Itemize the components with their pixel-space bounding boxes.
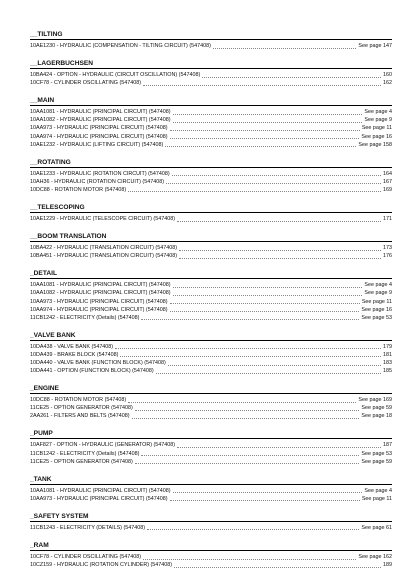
page-reference[interactable]: See page 16 bbox=[361, 306, 392, 313]
entry-title: 11CE25 - OPTION GENERATOR (547408) bbox=[30, 405, 133, 412]
section-rule bbox=[30, 550, 392, 551]
page-reference[interactable]: 179 bbox=[383, 343, 392, 350]
dot-leader bbox=[128, 398, 356, 403]
entry-title: 10BA451 - HYDRAULIC (TRANSLATION CIRCUIT) (547408) bbox=[30, 253, 177, 260]
page-reference[interactable]: 167 bbox=[383, 178, 392, 185]
page-reference[interactable]: 176 bbox=[383, 253, 392, 260]
section-heading: __ROTATING bbox=[30, 158, 71, 166]
index-entry[interactable] bbox=[30, 404, 392, 412]
entry-title: 10DA439 - BRAKE BLOCK (547408) bbox=[30, 351, 119, 358]
page-reference[interactable]: See page 53 bbox=[361, 450, 392, 457]
page-reference[interactable]: See page 11 bbox=[361, 298, 392, 305]
dot-leader bbox=[173, 488, 363, 493]
entry-title: 2AA261 - FILTERS AND BELTS (547408) bbox=[30, 413, 130, 420]
page-reference[interactable]: See page 4 bbox=[364, 487, 392, 494]
index-section bbox=[30, 60, 392, 87]
dot-leader bbox=[166, 179, 381, 184]
entry-title: 11CB1242 - ELECTRICITY (Details) (547408) bbox=[30, 450, 140, 457]
entry-title: 10BA424 - OPTION - HYDRAULIC (CIRCUIT OSCILLATION) (547408) bbox=[30, 72, 201, 79]
index-entry[interactable] bbox=[30, 441, 392, 449]
page-reference[interactable]: See page 9 bbox=[364, 290, 392, 297]
section-heading: __LAGERBUCHSEN bbox=[30, 60, 94, 68]
dot-leader bbox=[156, 369, 381, 374]
dot-leader bbox=[179, 254, 381, 259]
entry-title: 10AA1082 - HYDRAULIC (PRINCIPAL CIRCUIT) (547408) bbox=[30, 117, 171, 124]
page-reference[interactable]: 173 bbox=[383, 245, 392, 252]
index-entry[interactable] bbox=[30, 108, 392, 116]
page-reference[interactable]: 164 bbox=[383, 170, 392, 177]
entry-title: 10AA974 - HYDRAULIC (PRINCIPAL CIRCUIT) (547408) bbox=[30, 133, 168, 140]
index-section bbox=[30, 97, 392, 148]
dot-leader bbox=[173, 110, 363, 115]
page-reference[interactable]: 171 bbox=[383, 216, 392, 223]
section-heading: __MAIN bbox=[30, 97, 55, 105]
section-rule bbox=[30, 241, 392, 242]
section-heading: __BOOM TRANSLATION bbox=[30, 233, 107, 241]
index-section bbox=[30, 204, 392, 223]
index-entry[interactable] bbox=[30, 450, 392, 458]
index-entry[interactable] bbox=[30, 281, 392, 289]
dot-leader bbox=[132, 414, 360, 419]
index-entry[interactable] bbox=[30, 458, 392, 466]
page-reference[interactable]: See page 162 bbox=[358, 554, 392, 560]
dot-leader bbox=[177, 443, 381, 448]
page-reference[interactable]: 185 bbox=[383, 368, 392, 375]
entry-title: 10DC88 - ROTATION MOTOR (547408) bbox=[30, 186, 127, 193]
entry-title: 10AA973 - HYDRAULIC (PRINCIPAL CIRCUIT) (547408) bbox=[30, 298, 168, 305]
entry-title: 10AE1233 - HYDRAULIC (ROTATION CIRCUIT) (547408) bbox=[30, 170, 170, 177]
dot-leader bbox=[165, 142, 356, 147]
page-reference[interactable]: 183 bbox=[383, 359, 392, 366]
index-section bbox=[30, 233, 392, 260]
dot-leader bbox=[173, 118, 363, 123]
entry-title: 10DA441 - OPTION (FUNCTION BLOCK) (547408) bbox=[30, 368, 154, 375]
entry-title: 10AA1082 - HYDRAULIC (PRINCIPAL CIRCUIT) (547408) bbox=[30, 290, 171, 297]
section-rule bbox=[30, 39, 392, 40]
page-reference[interactable]: See page 9 bbox=[364, 117, 392, 124]
page-reference[interactable]: See page 18 bbox=[361, 413, 392, 420]
section-rule bbox=[30, 521, 392, 522]
index-entry[interactable] bbox=[30, 133, 392, 141]
section-rule bbox=[30, 393, 392, 394]
index-section bbox=[30, 332, 392, 375]
index-entry[interactable] bbox=[30, 215, 392, 223]
index-section bbox=[30, 31, 392, 50]
index-entry[interactable] bbox=[30, 186, 392, 194]
page-reference[interactable]: See page 158 bbox=[358, 141, 392, 148]
section-rule bbox=[30, 484, 392, 485]
entry-title: 10AA1081 - HYDRAULIC (PRINCIPAL CIRCUIT) (547408) bbox=[30, 487, 171, 494]
index-content bbox=[30, 31, 392, 579]
dot-leader bbox=[141, 315, 359, 320]
page-reference[interactable]: 187 bbox=[383, 442, 392, 449]
entry-title: 11CE25 - OPTION GENERATOR (547408) bbox=[30, 458, 133, 465]
index-entry[interactable] bbox=[30, 359, 392, 367]
entry-title: 10DC88 - ROTATION MOTOR (547408) bbox=[30, 397, 127, 404]
dot-leader bbox=[170, 126, 360, 131]
section-rule bbox=[30, 438, 392, 439]
section-rule bbox=[30, 212, 392, 213]
index-entry[interactable] bbox=[30, 178, 392, 186]
page-reference[interactable]: See page 4 bbox=[364, 282, 392, 289]
index-entry[interactable] bbox=[30, 561, 392, 569]
entry-title: 10BA422 - HYDRAULIC (TRANSLATION CIRCUIT) (547408) bbox=[30, 245, 177, 252]
entry-title: 10CF78 - CYLINDER OSCILLATING (547408) bbox=[30, 554, 142, 560]
section-heading: _TANK bbox=[30, 475, 52, 483]
page-reference[interactable]: 162 bbox=[383, 80, 392, 87]
index-section bbox=[30, 385, 392, 420]
index-entry[interactable] bbox=[30, 141, 392, 149]
dot-leader bbox=[143, 81, 381, 86]
index-section bbox=[30, 542, 392, 569]
index-entry[interactable] bbox=[30, 244, 392, 252]
section-rule bbox=[30, 340, 392, 341]
entry-title: 10AA1081 - HYDRAULIC (PRINCIPAL CIRCUIT) (547408) bbox=[30, 109, 171, 116]
dot-leader bbox=[135, 459, 360, 464]
entry-title: 10AF827 - OPTION - HYDRAULIC (GENERATOR) (547408) bbox=[30, 442, 176, 449]
page-reference[interactable]: 189 bbox=[383, 562, 392, 569]
dot-leader bbox=[170, 299, 360, 304]
page-reference[interactable]: See page 11 bbox=[361, 495, 392, 502]
dot-leader bbox=[128, 187, 381, 192]
section-heading: _PUMP bbox=[30, 430, 53, 438]
dot-leader bbox=[202, 73, 381, 78]
dot-leader bbox=[170, 134, 360, 139]
page-reference[interactable]: 169 bbox=[383, 186, 392, 193]
section-heading: _VALVE BANK bbox=[30, 331, 76, 339]
dot-leader bbox=[172, 171, 381, 176]
dot-leader bbox=[177, 217, 381, 222]
index-entry[interactable] bbox=[30, 170, 392, 178]
section-heading: _DETAIL bbox=[30, 270, 57, 278]
section-heading: _SAFETY SYSTEM bbox=[30, 512, 89, 520]
page-reference[interactable]: See page 11 bbox=[361, 125, 392, 132]
page-reference[interactable]: See page 16 bbox=[361, 133, 392, 140]
entry-title: 10CF78 - CYLINDER OSCILLATING (547408) bbox=[30, 80, 142, 87]
index-entry[interactable] bbox=[30, 124, 392, 132]
entry-title: 10AH36 - HYDRAULIC (ROTATION CIRCUIT) (547408) bbox=[30, 178, 164, 185]
section-rule bbox=[30, 278, 392, 279]
entry-title: 10DA438 - VALVE BANK (547408) bbox=[30, 343, 114, 350]
section-rule bbox=[30, 68, 392, 69]
index-entry[interactable] bbox=[30, 314, 392, 322]
index-entry[interactable] bbox=[30, 524, 392, 532]
index-entry[interactable] bbox=[30, 71, 392, 79]
section-rule bbox=[30, 105, 392, 106]
entry-title: 10AE1232 - HYDRAULIC (LIFTING CIRCUIT) (547408) bbox=[30, 141, 164, 148]
dot-leader bbox=[173, 283, 363, 288]
page-reference[interactable]: See page 4 bbox=[364, 109, 392, 116]
index-entry[interactable] bbox=[30, 289, 392, 297]
index-section bbox=[30, 513, 392, 532]
index-entry[interactable] bbox=[30, 116, 392, 124]
dot-leader bbox=[115, 344, 381, 349]
index-entry[interactable] bbox=[30, 252, 392, 260]
dot-leader bbox=[147, 525, 359, 530]
index-entry[interactable] bbox=[30, 351, 392, 359]
dot-leader bbox=[174, 563, 381, 568]
page-reference[interactable]: See page 59 bbox=[361, 405, 392, 412]
dot-leader bbox=[141, 451, 359, 456]
index-section bbox=[30, 476, 392, 503]
index-entry[interactable] bbox=[30, 298, 392, 306]
entry-title: 10AA973 - HYDRAULIC (PRINCIPAL CIRCUIT) (547408) bbox=[30, 125, 168, 132]
section-heading: __TILTING bbox=[30, 31, 63, 38]
index-entry[interactable] bbox=[30, 79, 392, 87]
entry-title: 10AA1081 - HYDRAULIC (PRINCIPAL CIRCUIT) (547408) bbox=[30, 282, 171, 289]
page-reference[interactable]: See page 53 bbox=[361, 314, 392, 321]
index-entry[interactable] bbox=[30, 343, 392, 351]
dot-leader bbox=[173, 291, 363, 296]
dot-leader bbox=[213, 44, 356, 49]
dot-leader bbox=[135, 406, 360, 411]
index-entry[interactable] bbox=[30, 42, 392, 50]
entry-title: 10AA973 - HYDRAULIC (PRINCIPAL CIRCUIT) (547408) bbox=[30, 495, 168, 502]
index-entry[interactable] bbox=[30, 412, 392, 420]
index-section bbox=[30, 159, 392, 194]
entry-title: 10CZ159 - HYDRAULIC (ROTATION CYLINDER) (547408) bbox=[30, 562, 173, 569]
dot-leader bbox=[179, 246, 381, 251]
dot-leader bbox=[170, 496, 360, 501]
dot-leader bbox=[168, 361, 381, 366]
index-section bbox=[30, 270, 392, 321]
section-heading: _RAM bbox=[30, 542, 49, 549]
entry-title: 10AA974 - HYDRAULIC (PRINCIPAL CIRCUIT) (547408) bbox=[30, 306, 168, 313]
entry-title: 11CB1243 - ELECTRICITY (DETAILS) (547408) bbox=[30, 524, 146, 531]
entry-title: 10AE1230 - HYDRAULIC (COMPENSATION - TILTING CIRCUIT) (547408) bbox=[30, 43, 211, 49]
index-entry[interactable] bbox=[30, 487, 392, 495]
page-reference[interactable]: See page 59 bbox=[361, 458, 392, 465]
page-reference[interactable]: 181 bbox=[383, 351, 392, 358]
index-section bbox=[30, 430, 392, 465]
section-heading: _ENGINE bbox=[30, 385, 59, 393]
page-reference[interactable]: See page 147 bbox=[358, 43, 392, 49]
entry-title: 10DA440 - VALVE BANK (FUNCTION BLOCK) (547408) bbox=[30, 359, 166, 366]
page-reference[interactable]: See page 169 bbox=[358, 397, 392, 404]
section-rule bbox=[30, 167, 392, 168]
index-entry[interactable] bbox=[30, 367, 392, 375]
index-entry[interactable] bbox=[30, 396, 392, 404]
dot-leader bbox=[120, 352, 381, 357]
entry-title: 10AE1229 - HYDRAULIC (TELESCOPE CIRCUIT) (547408) bbox=[30, 216, 175, 223]
section-heading: __TELESCOPING bbox=[30, 204, 85, 212]
index-entry[interactable] bbox=[30, 553, 392, 561]
entry-title: 11CB1242 - ELECTRICITY (Details) (547408) bbox=[30, 314, 140, 321]
dot-leader bbox=[143, 555, 356, 560]
page-reference[interactable]: 160 bbox=[383, 72, 392, 79]
index-entry[interactable] bbox=[30, 495, 392, 503]
index-entry[interactable] bbox=[30, 306, 392, 314]
dot-leader bbox=[170, 307, 360, 312]
page-reference[interactable]: See page 61 bbox=[361, 524, 392, 531]
